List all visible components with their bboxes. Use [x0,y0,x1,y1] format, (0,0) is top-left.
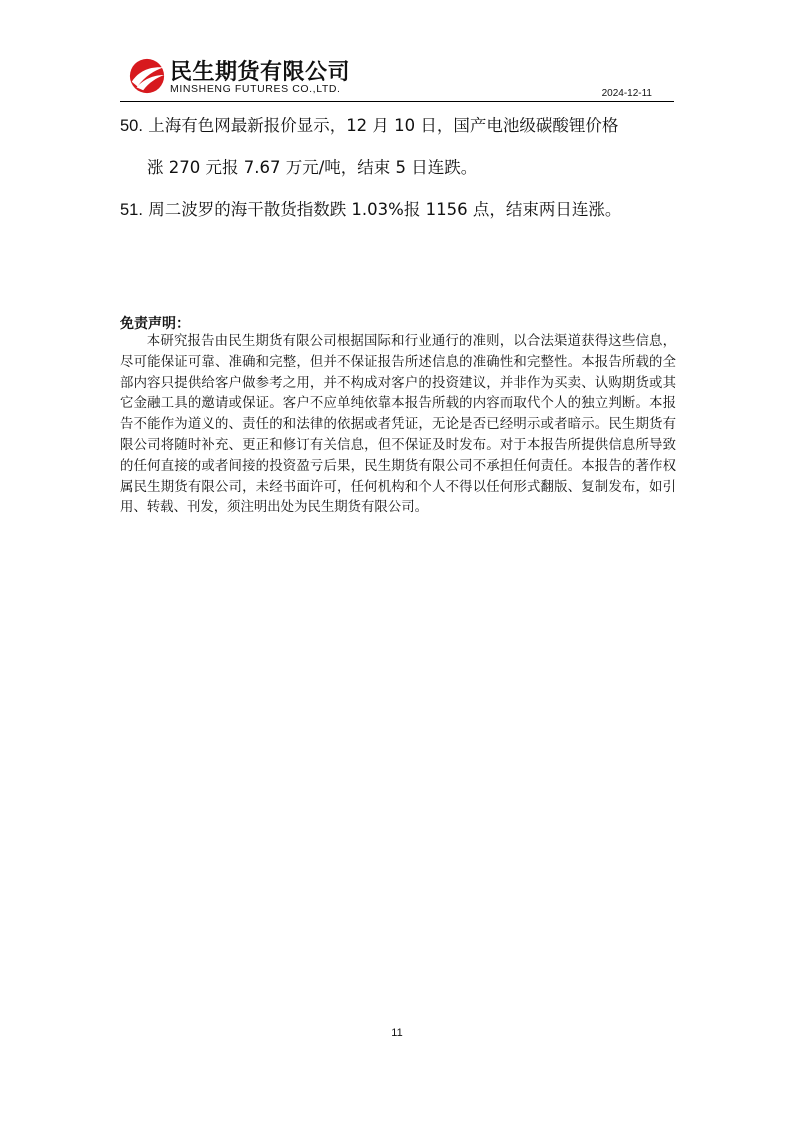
disclaimer-body: 本研究报告由民生期货有限公司根据国际和行业通行的准则，以合法渠道获得这些信息，尽可能保证可靠、准确和完整，但并不保证报告所述信息的准确性和完整性。本报告所载的全部内容只提供给客户做参考之用，并不构成对客户的投资建议，并非作为买卖、认购期货或其它金融工具的邀请或保证。客户不应单纯依靠本报告所载的内容而取代个人的独立判断。本报告不能作为道义的、责任的和法律的依据或者凭证，无论是否已经明示或者暗示。民生期货有限公司将随时补充、更正和修订有关信息，但不保证及时发布。对于本报告所提供信息所导致的任何直接的或者间接的投资盈亏后果，民生期货有限公司不承担任何责任。本报告的著作权属民生期货有限公司，未经书面许可，任何机构和个人不得以任何形式翻版、复制发布，如引用、转载、刊发，须注明出处为民生期货有限公司。 [120,334,676,516]
item-number: 51. [120,201,143,219]
company-name-cn: 民生期货有限公司 [170,60,351,85]
news-item-51 [120,199,680,221]
item-text: 上海有色网最新报价显示，12 月 10 日，国产电池级碳酸锂价格 [148,116,619,135]
page-header [120,52,674,102]
header-divider [120,101,674,102]
news-item-50-continuation: 涨 270 元报 7.67 万元/吨，结束 5 日连跌。 [147,158,478,177]
news-item-50 [120,115,680,137]
company-name-en: MINSHENG FUTURES CO.,LTD. [170,83,341,95]
item-text: 周二波罗的海干散货指数跌 1.03%报 1156 点，结束两日连涨。 [148,200,622,219]
report-date: 2024-12-11 [601,88,652,99]
item-number: 50. [120,117,143,135]
disclaimer-title: 免责声明： [120,316,190,332]
minsheng-logo-icon [128,57,166,95]
page-number: 11 [391,1027,403,1039]
